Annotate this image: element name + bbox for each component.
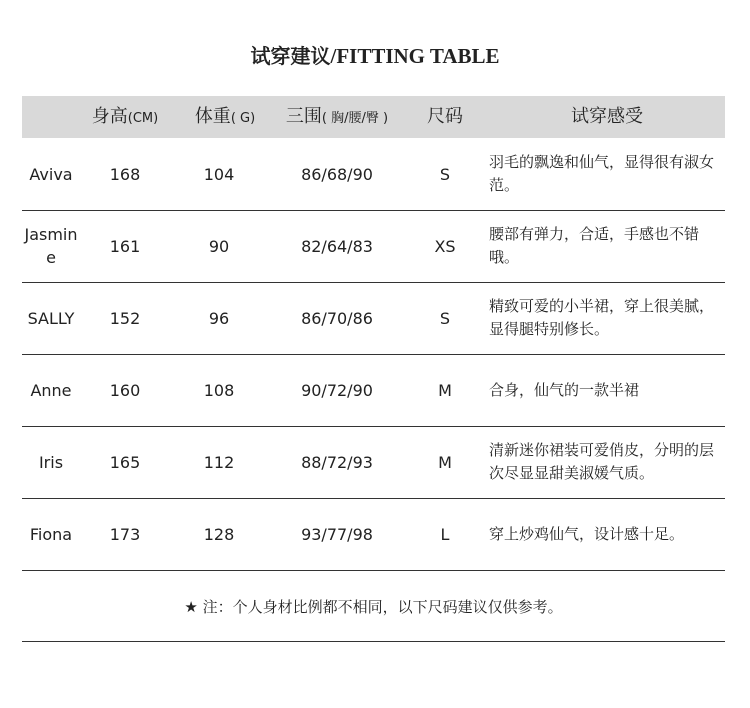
table-row — [22, 210, 725, 283]
header-weight: 体重( G) — [194, 106, 256, 127]
weight-value: 108 — [203, 380, 235, 400]
feedback-text: 穿上炒鸡仙气，设计感十足。 — [489, 524, 685, 543]
header-feedback: 试穿感受 — [571, 106, 643, 127]
height-value: 152 — [109, 308, 141, 328]
page-title-cn: 试穿建议 — [250, 44, 331, 68]
feedback-text: 腰部有弹力，合适，手感也不错哦。 — [489, 225, 700, 266]
measurements-value: 93/77/98 — [301, 524, 373, 544]
footer-note: ★ 注：个人身材比例都不相同，以下尺码建议仅供参考。 — [22, 571, 725, 642]
feedback-text: 精致可爱的小半裙，穿上很美腻，显得腿特别修长。 — [489, 297, 715, 338]
height-value: 160 — [109, 380, 141, 400]
size-value: M — [438, 380, 452, 400]
table-header — [22, 96, 725, 138]
measurements-value: 88/72/93 — [301, 452, 373, 472]
table-row — [22, 426, 725, 499]
model-name: SALLY — [27, 308, 75, 328]
measurements-value: 90/72/90 — [301, 380, 373, 400]
size-value: S — [439, 164, 451, 184]
size-value: M — [438, 452, 452, 472]
feedback-text: 羽毛的飘逸和仙气，显得很有淑女范。 — [489, 153, 715, 194]
weight-value: 104 — [203, 164, 235, 184]
model-name: Iris — [38, 452, 64, 472]
weight-value: 90 — [208, 236, 230, 256]
page-title-en: /FITTING TABLE — [330, 44, 500, 68]
height-value: 161 — [109, 236, 141, 256]
size-value: XS — [434, 236, 456, 256]
model-name: Fiona — [29, 524, 73, 544]
table-row — [22, 138, 725, 211]
model-name: Aviva — [29, 164, 73, 184]
feedback-text: 合身，仙气的一款半裙 — [489, 380, 640, 399]
table-row — [22, 354, 725, 427]
height-value: 173 — [109, 524, 141, 544]
height-value: 165 — [109, 452, 141, 472]
table-row — [22, 282, 725, 355]
model-name: Anne — [30, 380, 72, 400]
height-value: 168 — [109, 164, 141, 184]
page-title — [0, 40, 750, 69]
model-name: Jasmin e — [24, 225, 78, 267]
measurements-value: 86/70/86 — [301, 308, 373, 328]
measurements-value: 82/64/83 — [301, 236, 373, 256]
weight-value: 96 — [208, 308, 230, 328]
table-row — [22, 498, 725, 571]
weight-value: 112 — [203, 452, 235, 472]
header-height: 身高(CM) — [91, 106, 159, 127]
header-measurements: 三围( 胸/腰/臀 ) — [285, 106, 389, 127]
weight-value: 128 — [203, 524, 235, 544]
header-size: 尺码 — [427, 106, 463, 127]
size-value: S — [439, 308, 451, 328]
feedback-text: 清新迷你裙装可爱俏皮，分明的层次尽显显甜美淑媛气质。 — [489, 441, 715, 482]
size-value: L — [440, 524, 450, 544]
measurements-value: 86/68/90 — [301, 164, 373, 184]
